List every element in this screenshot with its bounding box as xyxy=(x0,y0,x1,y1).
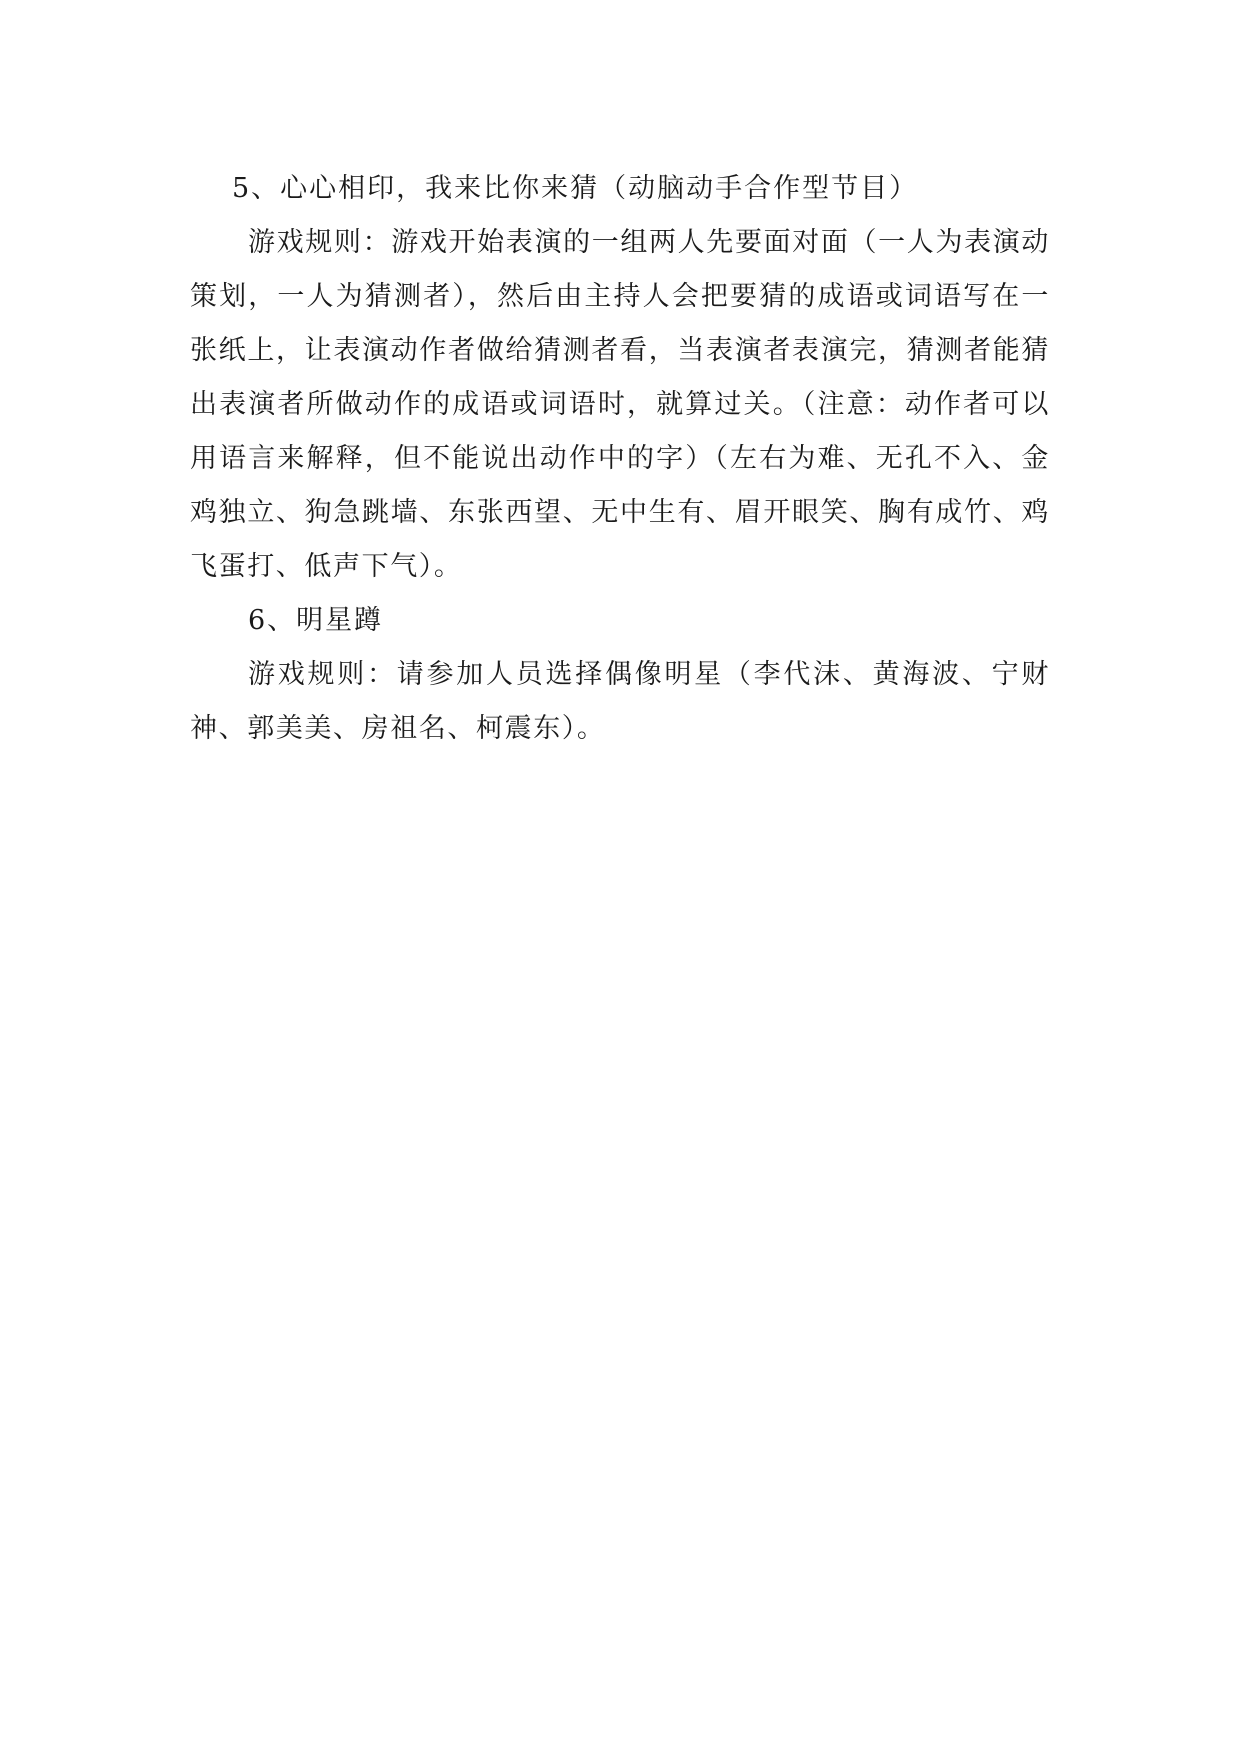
section-6-rules: 游戏规则：请参加人员选择偶像明星（李代沫、黄海波、宁财神、郭美美、房祖名、柯震东）。 xyxy=(190,659,1050,744)
section-5-rules: 游戏规则：游戏开始表演的一组两人先要面对面（一人为表演动策划，一人为猜测者），然后由主持人会把要猜的成语或词语写在一张纸上，让表演动作者做给猜测者看，当表演者表演完，猜测者能猜出表演者所做动作的成语或词语时，就算过关。（注意：动作者可以用语言来解释，但不能说出动作中的字）（左右为难、无孔不入、金鸡独立、狗急跳墙、东张西望、无中生有、眉开眼笑、胸有成竹、鸡飞蛋打、低声下气）。 xyxy=(190,227,1050,582)
section-6-heading: 6、明星蹲 xyxy=(248,605,384,636)
section-5-heading: 5、心心相印，我来比你来猜（动脑动手合作型节目） xyxy=(232,173,919,204)
document-body xyxy=(190,162,1050,756)
